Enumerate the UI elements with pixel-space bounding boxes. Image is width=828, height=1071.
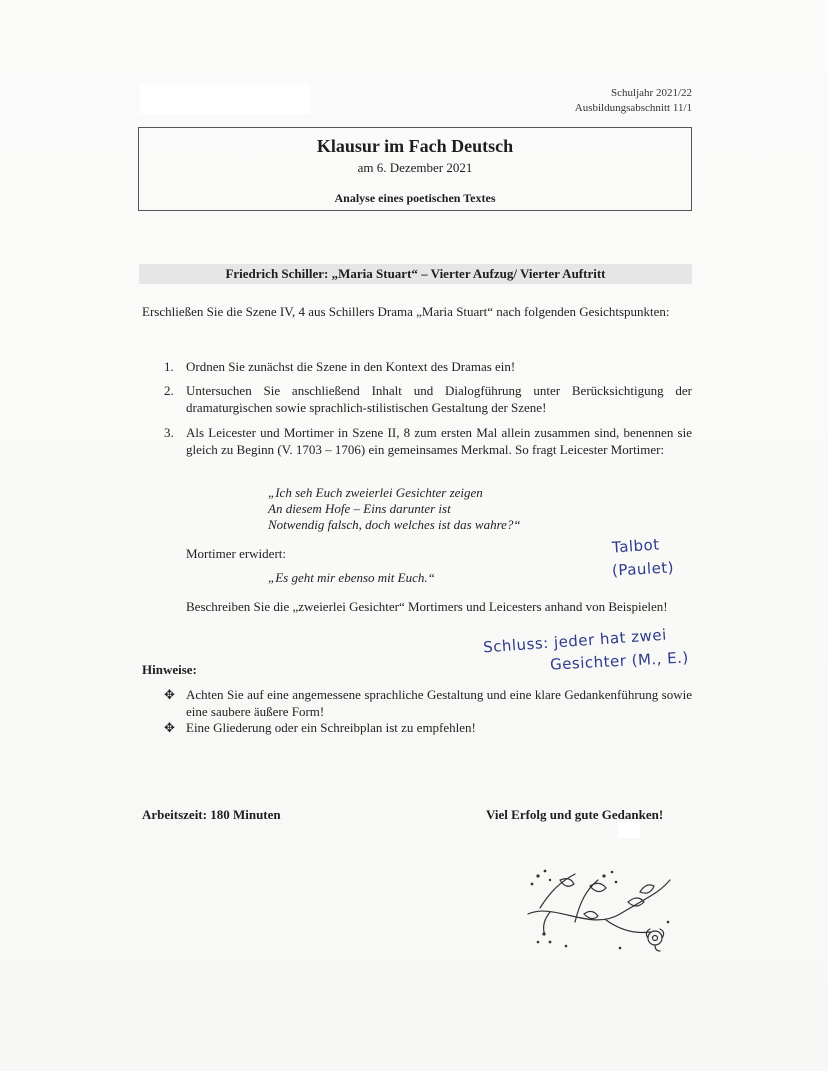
mortimer-reply-intro: Mortimer erwidert: [186,546,286,561]
handwritten-note-talbot: Talbot [611,535,661,557]
hints-heading: Hinweise: [142,662,197,677]
task-number-2: 2. [164,383,174,398]
diamond-bullet-icon: ✥ [164,687,175,702]
task-2-text: Untersuchen Sie anschließend Inhalt und Dialogführung unter Berücksichtigung der dramaturgischen sowie sprachlich-stilistischen Gestaltung der Szene! [186,383,692,415]
topic-heading: Friedrich Schiller: „Maria Stuart“ – Vierter Aufzug/ Vierter Auftritt [139,264,692,284]
redacted-mark [618,822,640,838]
intro-text: Erschließen Sie die Szene IV, 4 aus Schillers Drama „Maria Stuart“ nach folgenden Gesichtspunkten: [142,304,670,319]
redacted-school-name [140,84,310,114]
quote-line: Notwendig falsch, doch welches ist das wahre?“ [268,517,521,532]
quote-line: An diesem Hofe – Eins darunter ist [268,501,451,516]
working-time: Arbeitszeit: 180 Minuten [142,807,281,822]
task-3-followup: Beschreiben Sie die „zweierlei Gesichter“ Mortimers und Leicesters anhand von Beispielen! [186,599,668,614]
hint-2-text: Eine Gliederung oder ein Schreibplan ist zu empfehlen! [186,720,476,735]
task-1-text: Ordnen Sie zunächst die Szene in den Kontext des Dramas ein! [186,359,516,374]
floral-ornament-icon [520,862,680,958]
leicester-quote [268,485,521,533]
handwritten-note-conclusion-2: Gesichter (M., E.) [549,648,690,674]
title-box [138,127,692,211]
good-luck-text: Viel Erfolg und gute Gedanken! [486,807,664,822]
task-number-3: 3. [164,425,174,440]
exam-title: Klausur im Fach Deutsch [316,136,514,156]
school-year: Schuljahr 2021/22 [611,87,692,99]
school-info [575,86,692,116]
task-3-text: Als Leicester und Mortimer in Szene II, 8 zum ersten Mal allein zusammen sind, benennen sie gleich zu Beginn (V. 1703 – 1706) ein gemeinsames Merkmal. So fragt Leicester Mortimer: [186,425,692,457]
hint-1-text: Achten Sie auf eine angemessene sprachliche Gestaltung und eine klare Gedankenführung sowie eine saubere äußere Form! [186,687,692,719]
handwritten-note-conclusion-1: Schluss: jeder hat zwei [482,625,668,657]
task-number-1: 1. [164,359,174,374]
training-section: Ausbildungsabschnitt 11/1 [574,102,692,114]
quote-line: „Ich seh Euch zweierlei Gesichter zeigen [268,485,483,500]
handwritten-note-paulet: (Paulet) [611,558,675,580]
diamond-bullet-icon: ✥ [164,720,175,735]
exam-date: am 6. Dezember 2021 [357,160,473,175]
mortimer-quote: „Es geht mir ebenso mit Euch.“ [268,570,435,585]
exam-subtitle: Analyse eines poetischen Textes [334,191,496,205]
